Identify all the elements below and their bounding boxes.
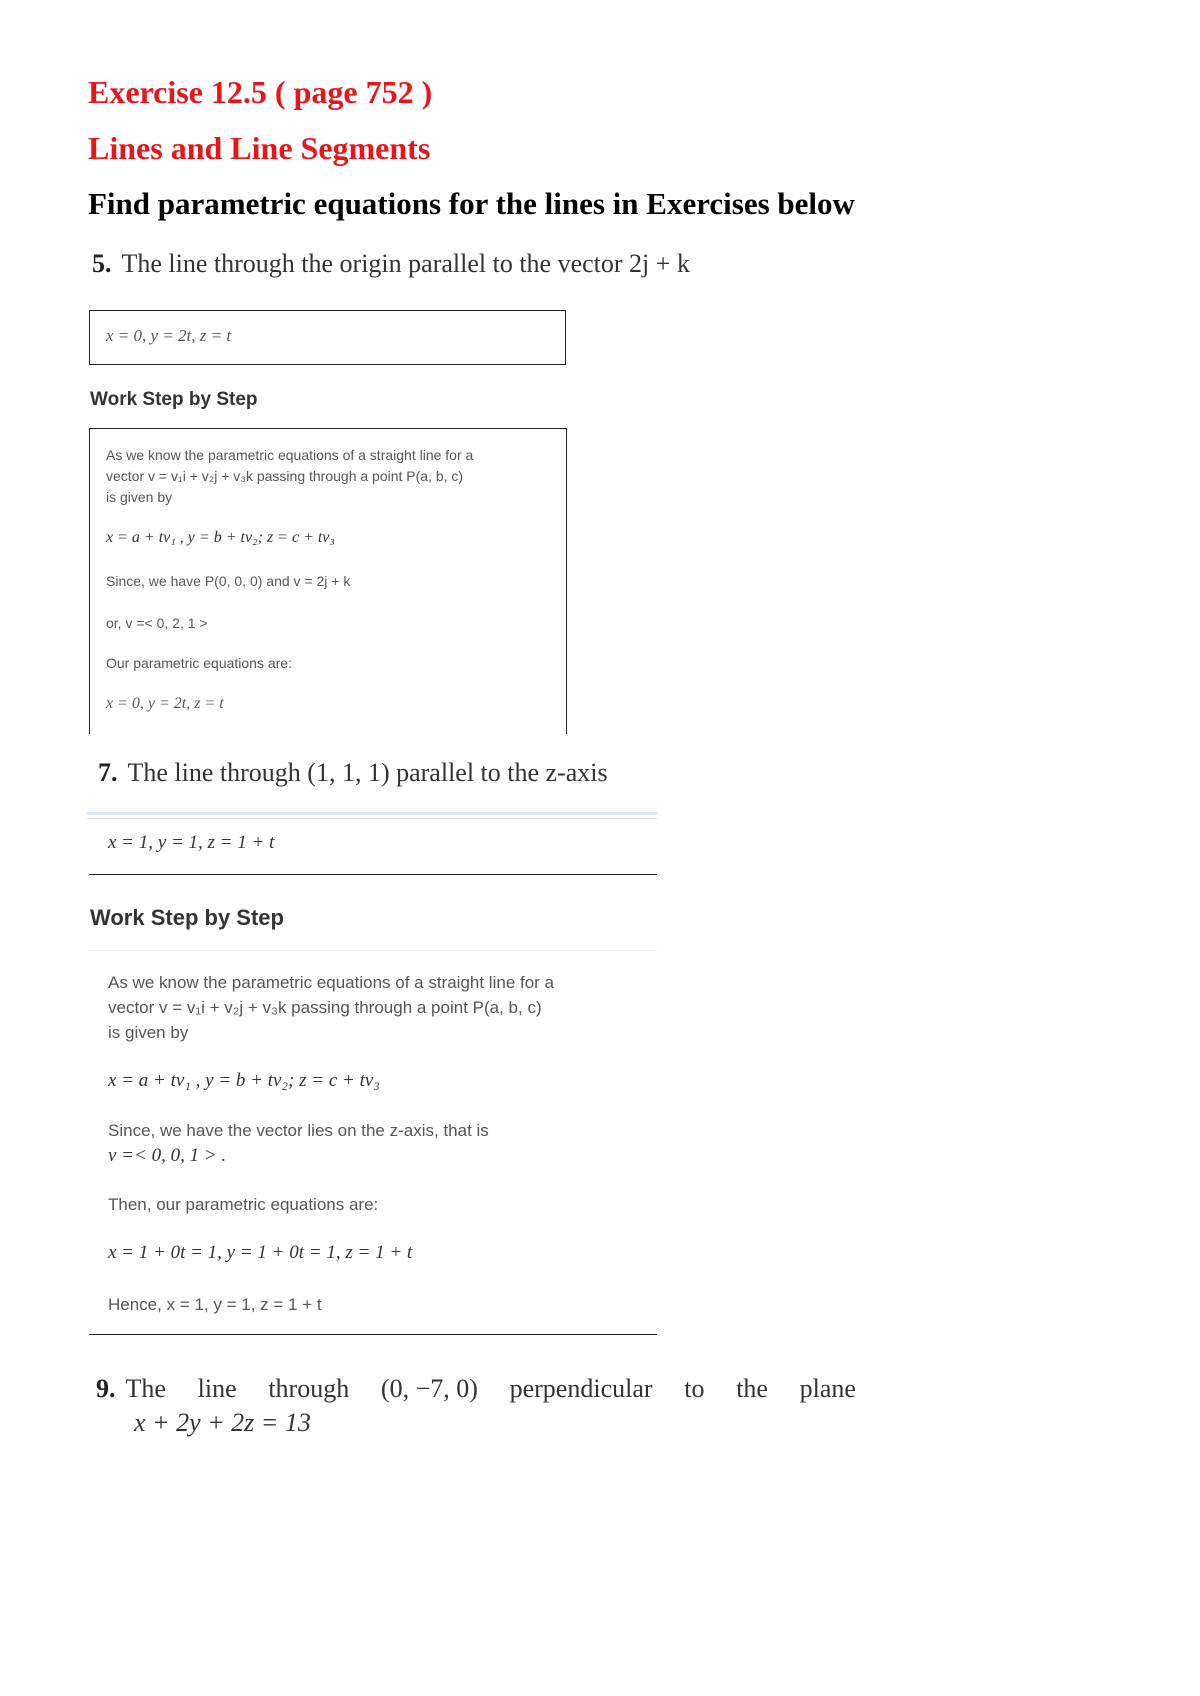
problem-5-intro-line2: vector v = v₁i + v₂j + v₃k passing through a point P(a, b, c) [106, 468, 464, 484]
problem-5-intro-line3: is given by [106, 489, 173, 505]
problem-7-since-line1: Since, we have the vector lies on the z-axis, that is [108, 1121, 489, 1140]
problem-5-intro [106, 445, 556, 508]
problem-7-work-top-line [89, 950, 657, 951]
problem-9-label [96, 1372, 166, 1406]
problem-7-intro-line1: As we know the parametric equations of a straight line for a [108, 973, 555, 992]
problem-9-word: line [197, 1374, 237, 1403]
problem-9-plane: x + 2y + 2z = 13 [134, 1408, 311, 1437]
problem-7-answer-bottom-rule [89, 874, 657, 875]
problem-9-plane-equation [134, 1406, 311, 1440]
problem-5-answer-box [89, 310, 566, 365]
problem-7-answer-top-rule [87, 812, 657, 815]
problem-5-our: Our parametric equations are: [106, 655, 292, 671]
exercise-title: Exercise 12.5 ( page 752 ) [88, 74, 433, 110]
problem-7-since [108, 1118, 489, 1168]
problem-5-text: The line through the origin parallel to the vector 2j + k [121, 249, 690, 278]
instruction-heading: Find parametric equations for the lines in Exercises below [88, 186, 855, 221]
problem-5-number: 5. [92, 249, 112, 278]
problem-5-work-title: Work Step by Step [90, 389, 258, 410]
problem-5-or: or, v =< 0, 2, 1 > [106, 615, 208, 631]
section-title: Lines and Line Segments [88, 130, 431, 166]
problem-5 [92, 247, 690, 281]
problem-7-number: 7. [98, 758, 118, 787]
problem-7-answer: x = 1, y = 1, z = 1 + t [108, 832, 275, 853]
problem-7-hence: Hence, x = 1, y = 1, z = 1 + t [108, 1295, 322, 1314]
problem-5-result: x = 0, y = 2t, z = t [106, 695, 224, 712]
problem-7-since-line2: v =< 0, 0, 1 > . [108, 1145, 227, 1166]
problem-7-expanded: x = 1 + 0t = 1, y = 1 + 0t = 1, z = 1 + t [108, 1242, 413, 1263]
problem-7-text: The line through (1, 1, 1) parallel to the z-axis [127, 758, 608, 787]
problem-9-word: to [684, 1374, 705, 1403]
problem-9-line1 [96, 1372, 856, 1406]
problem-9-point: (0, −7, 0) [380, 1374, 478, 1403]
problem-7-intro-line3: is given by [108, 1023, 189, 1042]
problem-7 [98, 756, 608, 790]
problem-7-work-bottom-rule [89, 1334, 657, 1335]
problem-5-answer: x = 0, y = 2t, z = t [106, 326, 232, 345]
problem-9-number: 9. [96, 1374, 116, 1403]
problem-9-word: plane [799, 1374, 856, 1403]
problem-7-intro-line2: vector v = v₁i + v₂j + v₃k passing through a point P(a, b, c) [108, 998, 542, 1017]
problem-5-general-equations: x = a + tv₁ , y = b + tv₂; z = c + tv₃ [106, 529, 335, 546]
problem-9-word: The [125, 1374, 166, 1403]
problem-5-since: Since, we have P(0, 0, 0) and v = 2j + k [106, 573, 351, 589]
problem-9-word: the [736, 1374, 768, 1403]
problem-9-word: through [268, 1374, 350, 1403]
problem-5-intro-line1: As we know the parametric equations of a straight line for a [106, 447, 474, 463]
problem-7-work-title: Work Step by Step [90, 905, 284, 930]
problem-7-then: Then, our parametric equations are: [108, 1195, 379, 1214]
problem-7-general-equations: x = a + tv₁ , y = b + tv₂; z = c + tv₃ [108, 1070, 380, 1091]
problem-7-answer-top-line [87, 818, 657, 819]
problem-7-intro [108, 970, 648, 1045]
problem-9-word: perpendicular [509, 1374, 653, 1403]
problem-5-work-box [89, 428, 567, 734]
